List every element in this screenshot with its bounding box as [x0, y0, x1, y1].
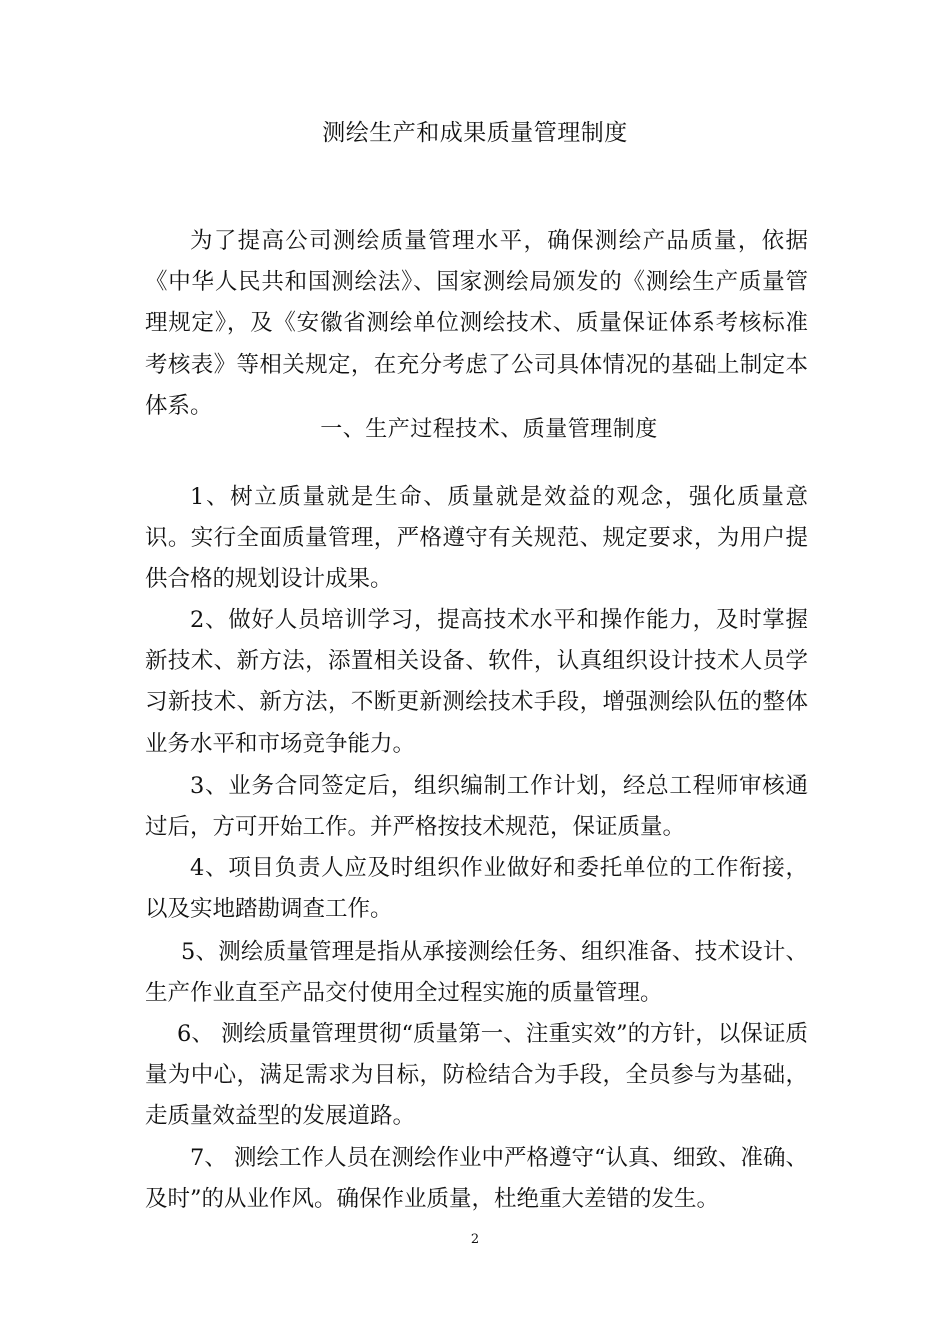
- list-item: 6、 测绘质量管理贯彻“质量第一、注重实效”的方针，以保证质量为中心，满足需求为目标，防检结合为手段，全员参与为基础，走质量效益型的发展道路。: [145, 1021, 808, 1130]
- document-title: 测绘生产和成果质量管理制度: [322, 120, 628, 146]
- list-item: 5、测绘质量管理是指从承接测绘任务、组织准备、技术设计、生产作业直至产品交付使用全过程实施的质量管理。: [145, 939, 808, 1007]
- section-heading: 一、生产过程技术、质量管理制度: [320, 417, 658, 442]
- list-item: 1、树立质量就是生命、质量就是效益的观念，强化质量意识。实行全面质量管理，严格遵守有关规范、规定要求，为用户提供合格的规划设计成果。: [145, 484, 808, 593]
- intro-paragraph: 为了提高公司测绘质量管理水平，确保测绘产品质量，依据《中华人民共和国测绘法》、国家测绘局颁发的《测绘生产质量管理规定》，及《安徽省测绘单位测绘技术、质量保证体系考核标准考核表》等相关规定，在充分考虑了公司具体情况的基础上制定本体系。: [145, 228, 808, 419]
- page-number: 2: [470, 1232, 480, 1247]
- list-item: 2、做好人员培训学习，提高技术水平和操作能力，及时掌握新技术、新方法，添置相关设备、软件，认真组织设计技术人员学习新技术、新方法，不断更新测绘技术手段，增强测绘队伍的整体业务水平和市场竞争能力。: [145, 607, 808, 757]
- list-item: 7、 测绘工作人员在测绘作业中严格遵守“认真、细致、准确、及时”的从业作风。确保作业质量，杜绝重大差错的发生。: [145, 1145, 808, 1213]
- list-item: 4、项目负责人应及时组织作业做好和委托单位的工作衔接，以及实地踏勘调查工作。: [145, 855, 808, 923]
- list-item: 3、业务合同签定后，组织编制工作计划，经总工程师审核通过后，方可开始工作。并严格按技术规范，保证质量。: [145, 773, 808, 841]
